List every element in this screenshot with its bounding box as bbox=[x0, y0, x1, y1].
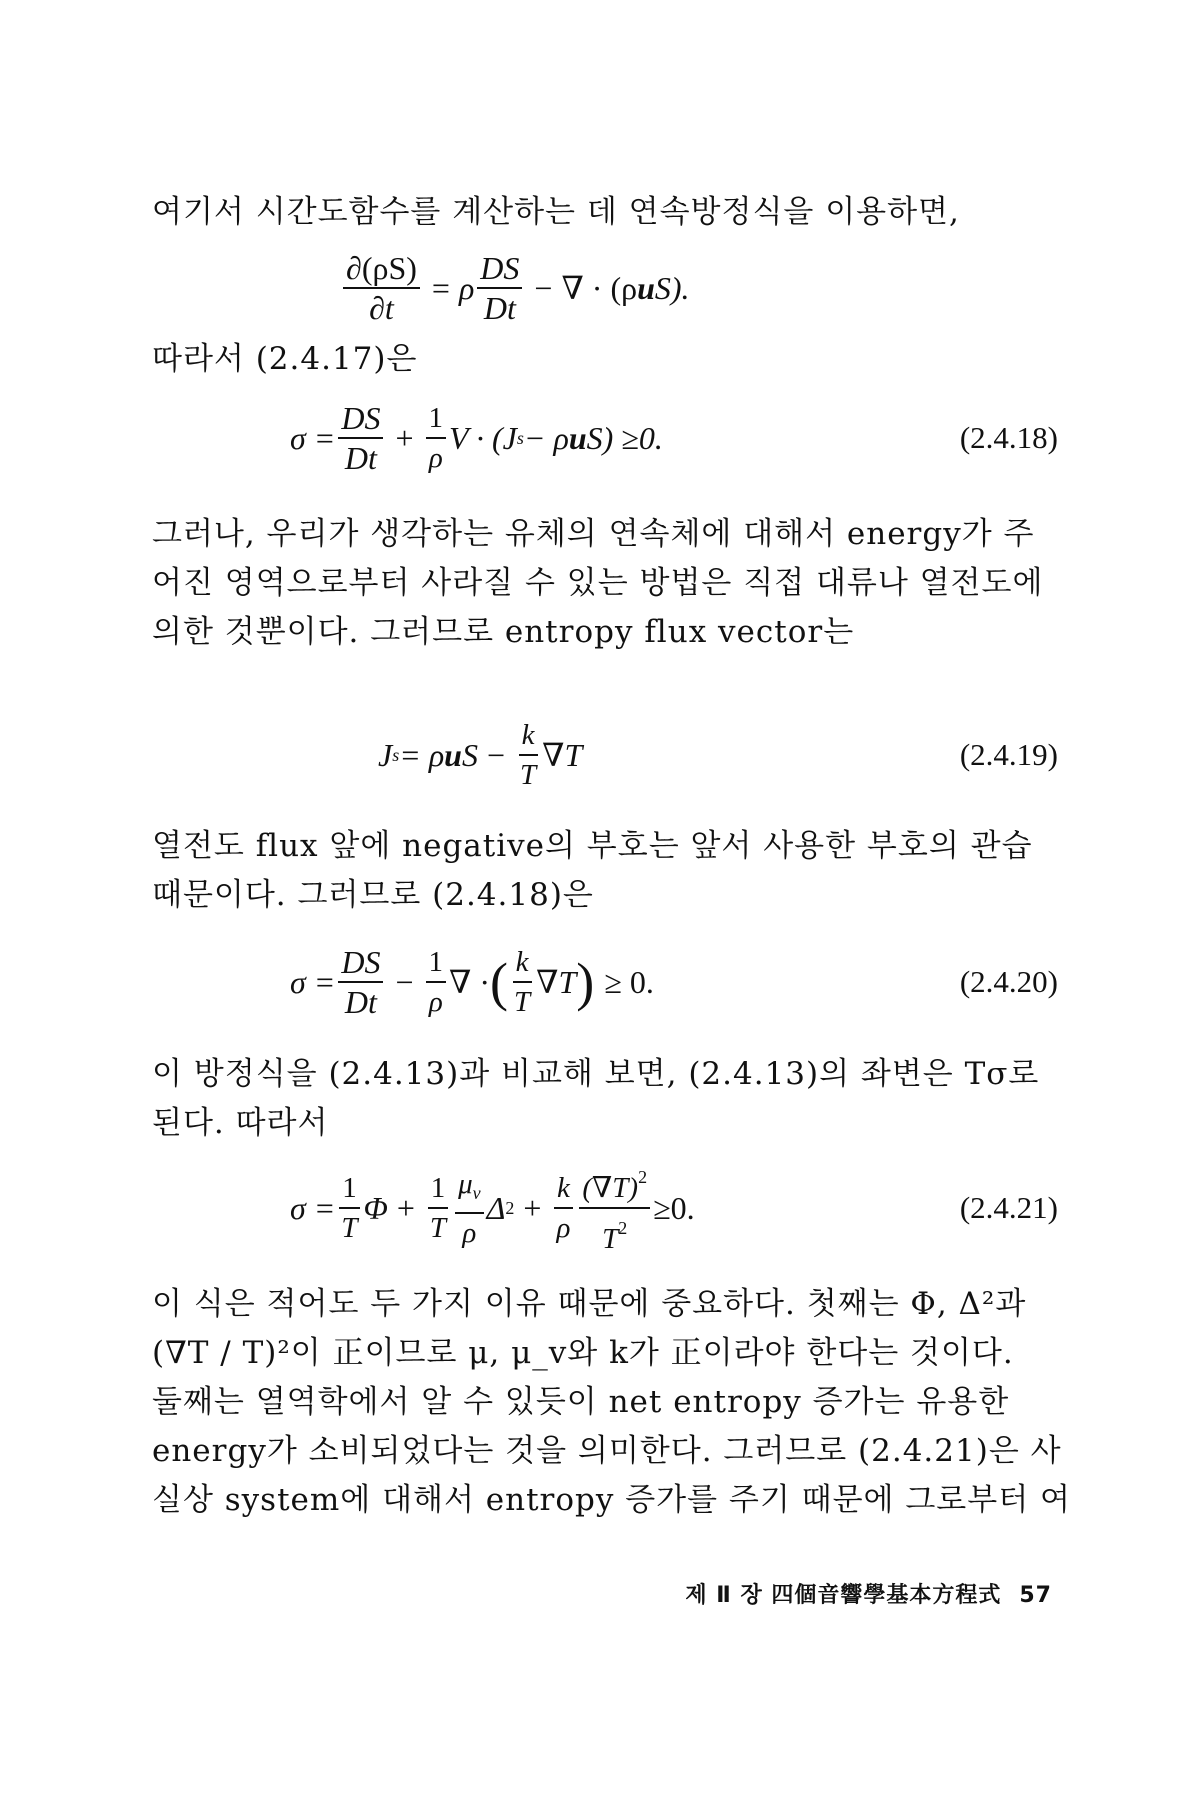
math-symbol: k bbox=[556, 1172, 570, 1204]
math-symbol: T bbox=[520, 759, 537, 791]
math-symbol: σ = bbox=[290, 963, 336, 1000]
math-symbol: ≥0. bbox=[653, 1189, 695, 1226]
paragraph-compare bbox=[152, 1050, 1052, 1148]
text-line: 여기서 시간도함수를 계산하는 데 연속방정식을 이용하면, bbox=[152, 194, 960, 230]
math-symbol: ρ bbox=[462, 1216, 477, 1249]
paragraph-importance bbox=[152, 1280, 1071, 1525]
text-line: 실상 system에 대해서 entropy 증가를 주기 때문에 그로부터 여 bbox=[152, 1482, 1071, 1518]
math-symbol bbox=[579, 1160, 650, 1256]
math-symbol: ρ bbox=[458, 269, 475, 306]
page-number: 57 bbox=[1019, 1583, 1052, 1608]
math-symbol bbox=[455, 1167, 484, 1214]
math-symbol: T bbox=[602, 1223, 619, 1255]
text-line: 이 방정식을 (2.4.13)과 비교해 보면, (2.4.13)의 좌변은 Tσ로 bbox=[152, 1056, 1040, 1092]
math-symbol: DS bbox=[341, 400, 381, 436]
math-symbol: 2 bbox=[505, 1197, 515, 1218]
math-symbol bbox=[426, 439, 446, 475]
math-symbol: ≥ 0. bbox=[604, 963, 654, 1000]
math-symbol bbox=[459, 1214, 479, 1250]
math-symbol: − bbox=[395, 963, 414, 1000]
math-symbol: ) bbox=[576, 952, 595, 1012]
chapter-title: 제 Ⅱ 장 四個音響學基本方程式 bbox=[685, 1583, 1002, 1608]
text-line: (∇T / T)²이 正이므로 μ, μ_v와 k가 正이라야 한다는 것이다. bbox=[152, 1335, 1014, 1371]
math-symbol bbox=[338, 1171, 360, 1245]
math-symbol bbox=[455, 1167, 484, 1250]
text-line: 그러나, 우리가 생각하는 유체의 연속체에 대해서 energy가 주 bbox=[152, 516, 1035, 552]
math-symbol bbox=[426, 945, 447, 1019]
math-symbol bbox=[427, 1171, 449, 1245]
math-symbol bbox=[517, 718, 539, 792]
math-symbol: + bbox=[395, 419, 414, 456]
math-symbol: − ρ bbox=[523, 419, 569, 456]
math-symbol: k bbox=[515, 946, 529, 978]
math-symbol bbox=[338, 1209, 360, 1245]
math-symbol bbox=[338, 945, 383, 983]
math-symbol: − bbox=[534, 269, 553, 306]
math-symbol: + bbox=[523, 1189, 542, 1226]
math-symbol: σ = bbox=[290, 419, 336, 456]
math-symbol: DS bbox=[341, 944, 381, 980]
text-line: 이 식은 적어도 두 가지 이유 때문에 중요하다. 첫째는 Φ, Δ²과 bbox=[152, 1286, 1027, 1322]
math-symbol: J bbox=[378, 736, 393, 773]
math-symbol: S bbox=[461, 736, 478, 773]
math-symbol: ∂t bbox=[369, 290, 394, 326]
math-symbol: ∇T bbox=[542, 737, 583, 773]
math-symbol: 1 bbox=[426, 945, 447, 983]
math-symbol bbox=[342, 439, 380, 475]
math-symbol: ρ bbox=[556, 1212, 571, 1244]
equation-number: (2.4.18) bbox=[959, 420, 1058, 455]
math-symbol: Δ bbox=[486, 1189, 506, 1226]
text-line: 따라서 (2.4.17)은 bbox=[152, 341, 418, 377]
fraction bbox=[477, 251, 522, 325]
math-symbol: (∇T) bbox=[582, 1172, 639, 1204]
math-symbol bbox=[519, 718, 538, 756]
math-symbol bbox=[477, 251, 522, 289]
math-symbol: ( bbox=[490, 952, 509, 1012]
math-symbol: s bbox=[392, 744, 400, 765]
math-symbol: Dt bbox=[344, 984, 377, 1020]
math-symbol: 2 bbox=[618, 1218, 628, 1238]
paragraph-intro bbox=[152, 188, 1052, 237]
math-symbol: Dt bbox=[344, 440, 377, 476]
math-symbol bbox=[517, 756, 539, 792]
equation-number: (2.4.21) bbox=[959, 1190, 1058, 1225]
math-symbol: V · (J bbox=[449, 419, 517, 456]
paragraph-heat-flux bbox=[152, 822, 1052, 920]
math-symbol bbox=[338, 401, 383, 439]
text-line: energy가 소비되었다는 것을 의미한다. 그러므로 (2.4.21)은 사 bbox=[152, 1433, 1062, 1469]
math-symbol: ∇ · (ρ bbox=[561, 270, 638, 306]
math-symbol bbox=[338, 401, 383, 475]
math-symbol: k bbox=[521, 719, 535, 751]
math-symbol: 1 bbox=[339, 1171, 360, 1209]
equation-number: (2.4.20) bbox=[959, 964, 1058, 999]
math-symbol: 1 bbox=[428, 1171, 449, 1209]
math-symbol bbox=[554, 1171, 573, 1209]
math-symbol: + bbox=[396, 1189, 415, 1226]
paragraph-however bbox=[152, 510, 1052, 657]
math-symbol bbox=[511, 983, 533, 1019]
equation-continuity bbox=[0, 248, 1200, 328]
math-symbol bbox=[553, 1171, 573, 1245]
paragraph-therefore bbox=[152, 335, 1052, 384]
text-line: 된다. 따라서 bbox=[152, 1105, 329, 1141]
math-symbol: DS bbox=[480, 250, 520, 286]
math-symbol: Φ bbox=[363, 1189, 388, 1226]
math-symbol: u bbox=[637, 269, 655, 306]
text-line: 때문이다. 그러므로 (2.4.18)은 bbox=[152, 877, 594, 913]
math-symbol: s bbox=[516, 427, 524, 448]
math-symbol: T bbox=[341, 1212, 358, 1244]
math-symbol bbox=[342, 983, 380, 1019]
math-symbol: ρ bbox=[428, 986, 443, 1018]
math-symbol bbox=[599, 1209, 630, 1256]
text-line: 열전도 flux 앞에 negative의 부호는 앞서 사용한 부호의 관습 bbox=[152, 828, 1033, 864]
math-symbol: S). bbox=[654, 269, 690, 306]
math-symbol: Dt bbox=[483, 290, 516, 326]
math-symbol bbox=[473, 1183, 481, 1203]
math-symbol: μ bbox=[458, 1167, 473, 1200]
equation-2-4-19 bbox=[0, 715, 1200, 795]
math-symbol bbox=[513, 945, 532, 983]
text-line: 의한 것뿐이다. 그러므로 entropy flux vector는 bbox=[152, 614, 855, 650]
math-symbol: u bbox=[444, 736, 462, 773]
math-symbol: ∇ · bbox=[449, 964, 491, 1000]
math-symbol: − bbox=[486, 736, 506, 773]
math-symbol: u bbox=[568, 419, 587, 456]
math-symbol bbox=[517, 428, 524, 449]
math-symbol bbox=[427, 1209, 449, 1245]
math-symbol bbox=[366, 289, 397, 325]
math-symbol bbox=[426, 983, 446, 1019]
page-footer bbox=[685, 1578, 1052, 1609]
math-symbol: = ρ bbox=[399, 736, 445, 773]
math-symbol: T bbox=[429, 1212, 447, 1244]
math-symbol bbox=[338, 945, 383, 1019]
math-symbol: 1 bbox=[426, 401, 447, 439]
math-symbol bbox=[511, 945, 533, 1019]
math-symbol: S) ≥0. bbox=[586, 419, 663, 456]
math-symbol: σ = bbox=[290, 1189, 336, 1226]
math-symbol: = bbox=[431, 269, 450, 306]
math-symbol bbox=[481, 289, 519, 325]
math-symbol: v bbox=[472, 1182, 481, 1203]
math-symbol: 2 bbox=[638, 1167, 648, 1187]
math-symbol: ∂(ρS) bbox=[343, 251, 420, 289]
math-symbol bbox=[392, 745, 399, 766]
equation-number: (2.4.19) bbox=[959, 737, 1058, 772]
fraction bbox=[343, 251, 420, 325]
math-symbol: T bbox=[514, 986, 531, 1018]
math-symbol bbox=[426, 401, 447, 475]
equation-2-4-18 bbox=[0, 398, 1200, 478]
math-symbol: ρ bbox=[428, 442, 443, 474]
equation-2-4-20 bbox=[0, 942, 1200, 1022]
math-symbol: ∇T bbox=[536, 964, 577, 1000]
math-symbol bbox=[579, 1160, 650, 1209]
text-line: 둘째는 열역학에서 알 수 있듯이 net entropy 증가는 유용한 bbox=[152, 1384, 1010, 1420]
equation-2-4-21 bbox=[0, 1167, 1200, 1255]
math-symbol bbox=[553, 1209, 573, 1245]
text-line: 어진 영역으로부터 사라질 수 있는 방법은 직접 대류나 열전도에 bbox=[152, 565, 1044, 601]
